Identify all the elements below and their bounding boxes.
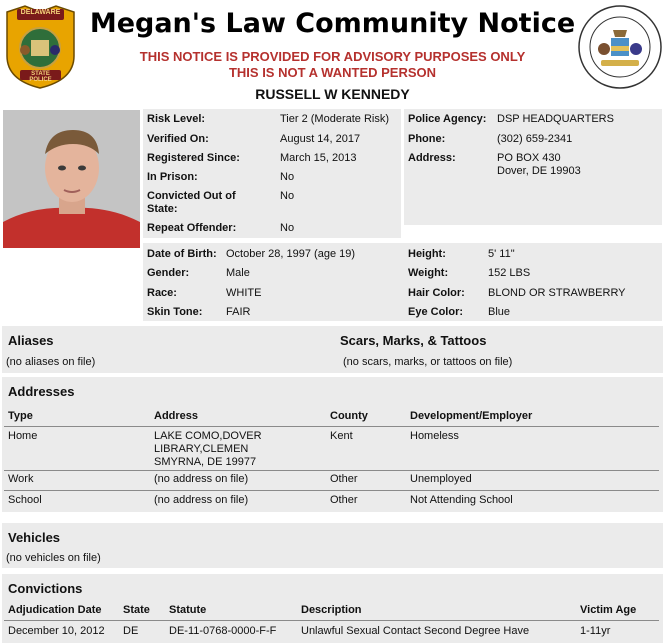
phone-value: (302) 659-2341: [497, 133, 573, 145]
hair-color-label: Hair Color:: [408, 287, 465, 299]
police-agency-label: Police Agency:: [408, 113, 487, 125]
addresses-section: [2, 377, 663, 512]
gender-value: Male: [226, 267, 250, 279]
conv-header-victim-age: Victim Age: [580, 604, 637, 616]
convicted-oos-value: No: [280, 190, 295, 202]
skin-tone-label: Skin Tone:: [147, 306, 203, 318]
addr-row-work-development: Unemployed: [410, 473, 472, 485]
not-wanted-notice: THIS IS NOT A WANTED PERSON: [228, 65, 437, 80]
race-value: WHITE: [226, 287, 262, 299]
eye-color-value: Blue: [488, 306, 511, 318]
weight-label: Weight:: [408, 267, 449, 279]
hair-color-value: BLOND OR STRAWBERRY: [488, 287, 626, 299]
addr-row-divider: [4, 470, 659, 471]
vehicles-text: (no vehicles on file): [6, 552, 101, 564]
addr-row-school-type: School: [8, 494, 42, 506]
phone-label: Phone:: [408, 133, 446, 145]
in-prison-label: In Prison:: [147, 171, 198, 183]
addr-row-work-type: Work: [8, 473, 34, 485]
advisory-notice: THIS NOTICE IS PROVIDED FOR ADVISORY PURPOSES ONLY: [139, 49, 526, 64]
conv-header-description: Description: [301, 604, 362, 616]
conv-header-state: State: [123, 604, 150, 616]
addr-row-home-address-3: SMYRNA, DE 19977: [154, 456, 257, 468]
conv-header-divider: [4, 620, 659, 621]
physical-panel: [143, 243, 662, 321]
aliases-text: (no aliases on file): [6, 356, 96, 368]
convictions-title: Convictions: [8, 581, 83, 596]
repeat-offender-label: Repeat Offender:: [147, 222, 237, 234]
registered-value: March 15, 2013: [280, 152, 357, 164]
addr-row-home-address-2: LIBRARY,CLEMEN: [154, 443, 249, 455]
addr-row-school-development: Not Attending School: [410, 494, 513, 506]
addr-header-development: Development/Employer: [410, 410, 533, 422]
aliases-title: Aliases: [8, 333, 54, 348]
addr-row-school-address: (no address on file): [154, 494, 249, 506]
risk-level-value: Tier 2 (Moderate Risk): [280, 113, 390, 125]
addresses-title: Addresses: [8, 384, 75, 399]
agency-address-line2: Dover, DE 19903: [497, 165, 581, 177]
addr-row-divider: [4, 490, 659, 491]
addr-header-type: Type: [8, 410, 33, 422]
skin-tone-value: FAIR: [226, 306, 251, 318]
vehicles-title: Vehicles: [8, 530, 61, 545]
gender-label: Gender:: [147, 267, 190, 279]
police-agency-value: DSP HEADQUARTERS: [497, 113, 614, 125]
addr-row-work-county: Other: [330, 473, 358, 485]
addr-header-county: County: [330, 410, 368, 422]
offender-photo: [3, 110, 140, 248]
race-label: Race:: [147, 287, 177, 299]
aliases-section: [2, 326, 663, 373]
convicted-oos-label-1: Convicted Out of: [147, 190, 236, 202]
addr-header-divider: [4, 426, 659, 427]
eye-color-label: Eye Color:: [408, 306, 464, 318]
conv-row-statute: DE-11-0768-0000-F-F: [169, 625, 277, 637]
addr-row-home-county: Kent: [330, 430, 353, 442]
height-label: Height:: [408, 248, 446, 260]
scars-title: Scars, Marks, & Tattoos: [340, 333, 487, 348]
addr-row-home-address-1: LAKE COMO,DOVER: [154, 430, 262, 442]
page-title: Megan's Law Community Notice: [89, 8, 576, 39]
in-prison-value: No: [280, 171, 295, 183]
conv-header-statute: Statute: [169, 604, 207, 616]
badge-top-text: DELAWARE: [20, 9, 61, 16]
weight-value: 152 LBS: [488, 267, 531, 279]
risk-level-label: Risk Level:: [147, 113, 206, 125]
registered-label: Registered Since:: [147, 152, 240, 164]
addr-row-work-address: (no address on file): [154, 473, 249, 485]
repeat-offender-value: No: [280, 222, 295, 234]
vehicles-section: [2, 523, 663, 568]
scars-text: (no scars, marks, or tattoos on file): [343, 356, 513, 368]
verified-label: Verified On:: [147, 133, 209, 145]
convicted-oos-label-2: State:: [147, 203, 178, 215]
addr-header-address: Address: [154, 410, 199, 422]
addr-row-home-development: Homeless: [410, 430, 459, 442]
agency-address-line1: PO BOX 430: [497, 152, 561, 164]
conv-row-description: Unlawful Sexual Contact Second Degree Have: [301, 625, 530, 637]
addr-row-home-type: Home: [8, 430, 38, 442]
agency-address-label: Address:: [408, 152, 456, 164]
addr-row-school-county: Other: [330, 494, 358, 506]
conv-row-state: DE: [123, 625, 139, 637]
dob-label: Date of Birth:: [147, 248, 217, 260]
badge-bottom-text: STATE POLICE: [29, 71, 52, 83]
conv-header-date: Adjudication Date: [8, 604, 102, 616]
conv-row-victim-age: 1-11yr: [580, 625, 611, 637]
height-value: 5' 11": [488, 248, 515, 260]
verified-value: August 14, 2017: [280, 133, 361, 145]
conv-row-date: December 10, 2012: [8, 625, 105, 637]
dob-value: October 28, 1997 (age 19): [226, 248, 356, 260]
offender-name: RUSSELL W KENNEDY: [255, 86, 410, 102]
